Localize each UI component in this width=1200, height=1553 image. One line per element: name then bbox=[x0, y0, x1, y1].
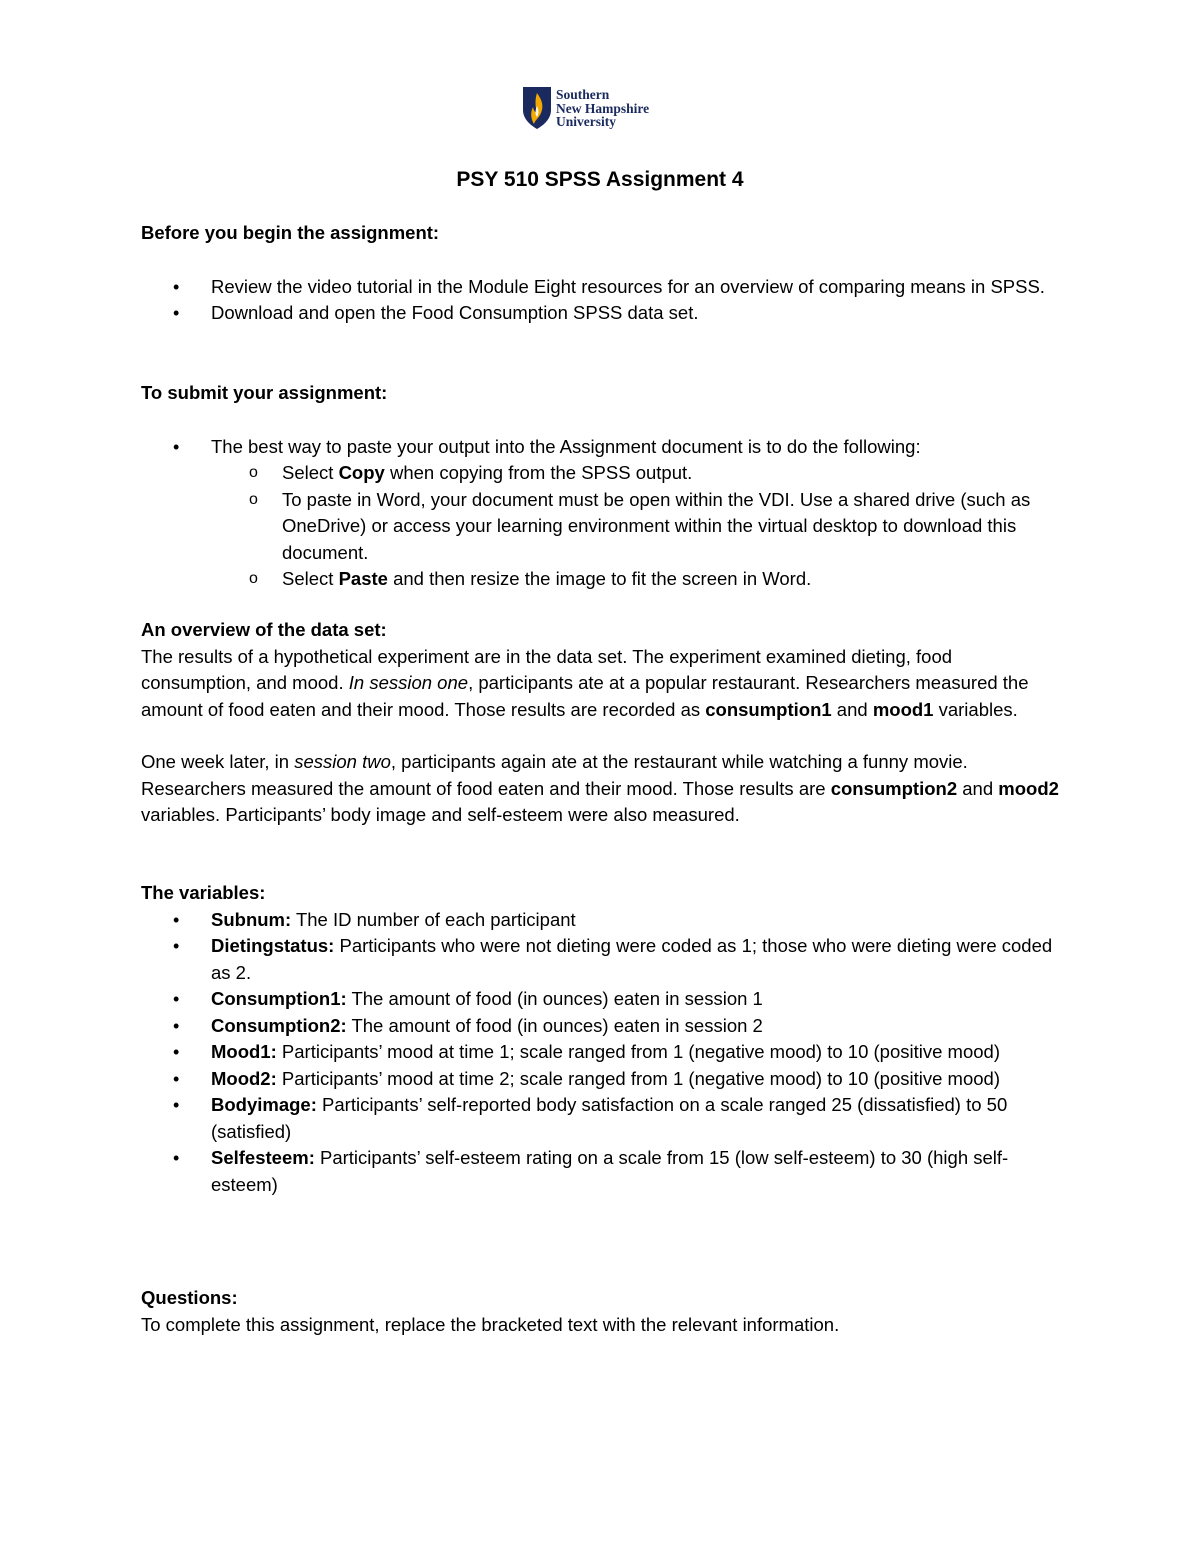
overview-section bbox=[141, 617, 1061, 829]
list-item bbox=[141, 1145, 1061, 1198]
variable-name: Bodyimage: bbox=[211, 1094, 317, 1115]
list-item bbox=[141, 300, 1061, 327]
variable-name: Subnum: bbox=[211, 908, 292, 930]
submit-heading: To submit your assignment: bbox=[141, 382, 388, 403]
list-item bbox=[141, 274, 1061, 301]
list-item bbox=[141, 1039, 1061, 1066]
text: variables. bbox=[933, 698, 1018, 720]
italic-text: session two bbox=[294, 751, 391, 772]
before-item-1: Review the video tutorial in the Module Eight resources for an overview of comparing means in SPSS. bbox=[211, 275, 1045, 297]
list-item bbox=[141, 1066, 1061, 1093]
variable-name: Consumption1: bbox=[211, 988, 347, 1009]
logo-line-1: Southern bbox=[556, 87, 610, 102]
variable-name: Mood2: bbox=[211, 1067, 277, 1089]
bullet-icon: • bbox=[173, 909, 180, 930]
text: , participants again ate at the restaurant while watching a funny movie. Researchers measured the amount of food eaten and their mood. Those results are bbox=[141, 751, 968, 799]
variable-desc: Participants’ mood at time 1; scale ranged from 1 (negative mood) to 10 (positive mood) bbox=[276, 1041, 1000, 1062]
sub-list-item bbox=[211, 460, 1061, 487]
bullet-icon: • bbox=[173, 276, 180, 297]
bullet-icon: • bbox=[173, 1148, 180, 1168]
logo-wordmark bbox=[556, 88, 649, 129]
variable-desc: The amount of food (in ounces) eaten in session 2 bbox=[346, 1014, 763, 1036]
list-item bbox=[141, 1092, 1061, 1145]
bold-text: consumption2 bbox=[830, 777, 958, 799]
before-list bbox=[141, 274, 1061, 327]
before-item-2: Download and open the Food Consumption SPSS data set. bbox=[211, 302, 699, 323]
variable-desc: Participants’ mood at time 2; scale ranged from 1 (negative mood) to 10 (positive mood) bbox=[276, 1067, 1000, 1089]
submit-section bbox=[141, 380, 1061, 593]
variable-desc: The ID number of each participant bbox=[291, 908, 576, 930]
bullet-icon: • bbox=[173, 936, 180, 956]
variables-heading: The variables: bbox=[141, 882, 266, 903]
logo-line-3: University bbox=[556, 114, 616, 129]
variable-name: Consumption2: bbox=[211, 1014, 347, 1036]
sub-list-item bbox=[211, 566, 1061, 593]
variable-name: Dietingstatus: bbox=[211, 935, 335, 956]
bullet-icon: • bbox=[173, 1095, 180, 1115]
italic-text: In session one bbox=[348, 672, 469, 693]
sub-text: To paste in Word, your document must be open within the VDI. Use a shared drive (such as OneDrive) or access your learning environment within the virtual desktop to download this document. bbox=[282, 488, 1031, 563]
sub-text: Select bbox=[282, 462, 339, 483]
bold-text: mood1 bbox=[872, 698, 934, 720]
bullet-icon: • bbox=[173, 1015, 180, 1036]
list-item bbox=[141, 1013, 1061, 1040]
sub-text: when copying from the SPSS output. bbox=[384, 462, 693, 483]
variables-section bbox=[141, 880, 1061, 1198]
questions-heading: Questions: bbox=[141, 1287, 238, 1308]
sub-list-item bbox=[211, 487, 1061, 567]
variable-name: Selfesteem: bbox=[211, 1147, 315, 1168]
text: variables. Participants’ body image and self-esteem were also measured. bbox=[141, 804, 740, 825]
text: and bbox=[957, 777, 999, 799]
variable-desc: Participants’ self-esteem rating on a scale from 15 (low self-esteem) to 30 (high self-esteem) bbox=[211, 1147, 1009, 1195]
snhu-logo bbox=[522, 86, 649, 130]
bold-text: consumption1 bbox=[705, 698, 832, 720]
overview-paragraph-1 bbox=[141, 644, 1061, 724]
logo-line-2: New Hampshire bbox=[556, 100, 650, 116]
sub-bold: Paste bbox=[338, 568, 388, 589]
sub-text: Select bbox=[282, 568, 339, 589]
circle-bullet-icon: o bbox=[249, 464, 258, 481]
variable-desc: Participants who were not dieting were coded as 1; those who were dieting were coded as 2. bbox=[211, 935, 1053, 983]
questions-text: To complete this assignment, replace the bracketed text with the relevant information. bbox=[141, 1313, 840, 1335]
bullet-icon: • bbox=[173, 1068, 180, 1089]
questions-section bbox=[141, 1285, 1061, 1338]
text: The results of a hypothetical experiment are in the data set. The experiment examined dieting, food consumption, and mood. bbox=[141, 645, 953, 693]
bullet-icon: • bbox=[173, 436, 180, 457]
list-item bbox=[141, 986, 1061, 1013]
text: , participants ate at a popular restaurant. Researchers measured the amount of food eaten and their mood. Those results are recorded as bbox=[141, 672, 1029, 720]
bullet-icon: • bbox=[173, 303, 180, 323]
variable-name: Mood1: bbox=[211, 1041, 277, 1062]
list-item bbox=[141, 434, 1061, 593]
text: One week later, in bbox=[141, 751, 295, 772]
bold-text: mood2 bbox=[998, 777, 1059, 799]
list-item bbox=[141, 933, 1061, 986]
variable-desc: The amount of food (in ounces) eaten in session 1 bbox=[346, 988, 763, 1009]
overview-heading: An overview of the data set: bbox=[141, 619, 387, 640]
text: and bbox=[831, 698, 873, 720]
circle-bullet-icon: o bbox=[249, 570, 258, 587]
before-heading: Before you begin the assignment: bbox=[141, 222, 440, 243]
bullet-icon: • bbox=[173, 1042, 180, 1062]
submit-sublist bbox=[211, 460, 1061, 593]
variable-desc: Participants’ self-reported body satisfaction on a scale ranged 25 (dissatisfied) to 50 (satisfied) bbox=[211, 1094, 1008, 1142]
before-section bbox=[141, 220, 1061, 327]
sub-text: and then resize the image to fit the screen in Word. bbox=[387, 568, 812, 589]
submit-list bbox=[141, 434, 1061, 593]
list-item bbox=[141, 907, 1061, 934]
variables-list bbox=[141, 907, 1061, 1199]
overview-paragraph-2 bbox=[141, 749, 1061, 829]
sub-bold: Copy bbox=[338, 462, 385, 483]
submit-item: The best way to paste your output into the Assignment document is to do the following: bbox=[211, 435, 921, 457]
shield-flame-icon bbox=[522, 86, 552, 130]
bullet-icon: • bbox=[173, 989, 180, 1009]
circle-bullet-icon: o bbox=[249, 490, 258, 508]
page-title: PSY 510 SPSS Assignment 4 bbox=[456, 168, 744, 191]
